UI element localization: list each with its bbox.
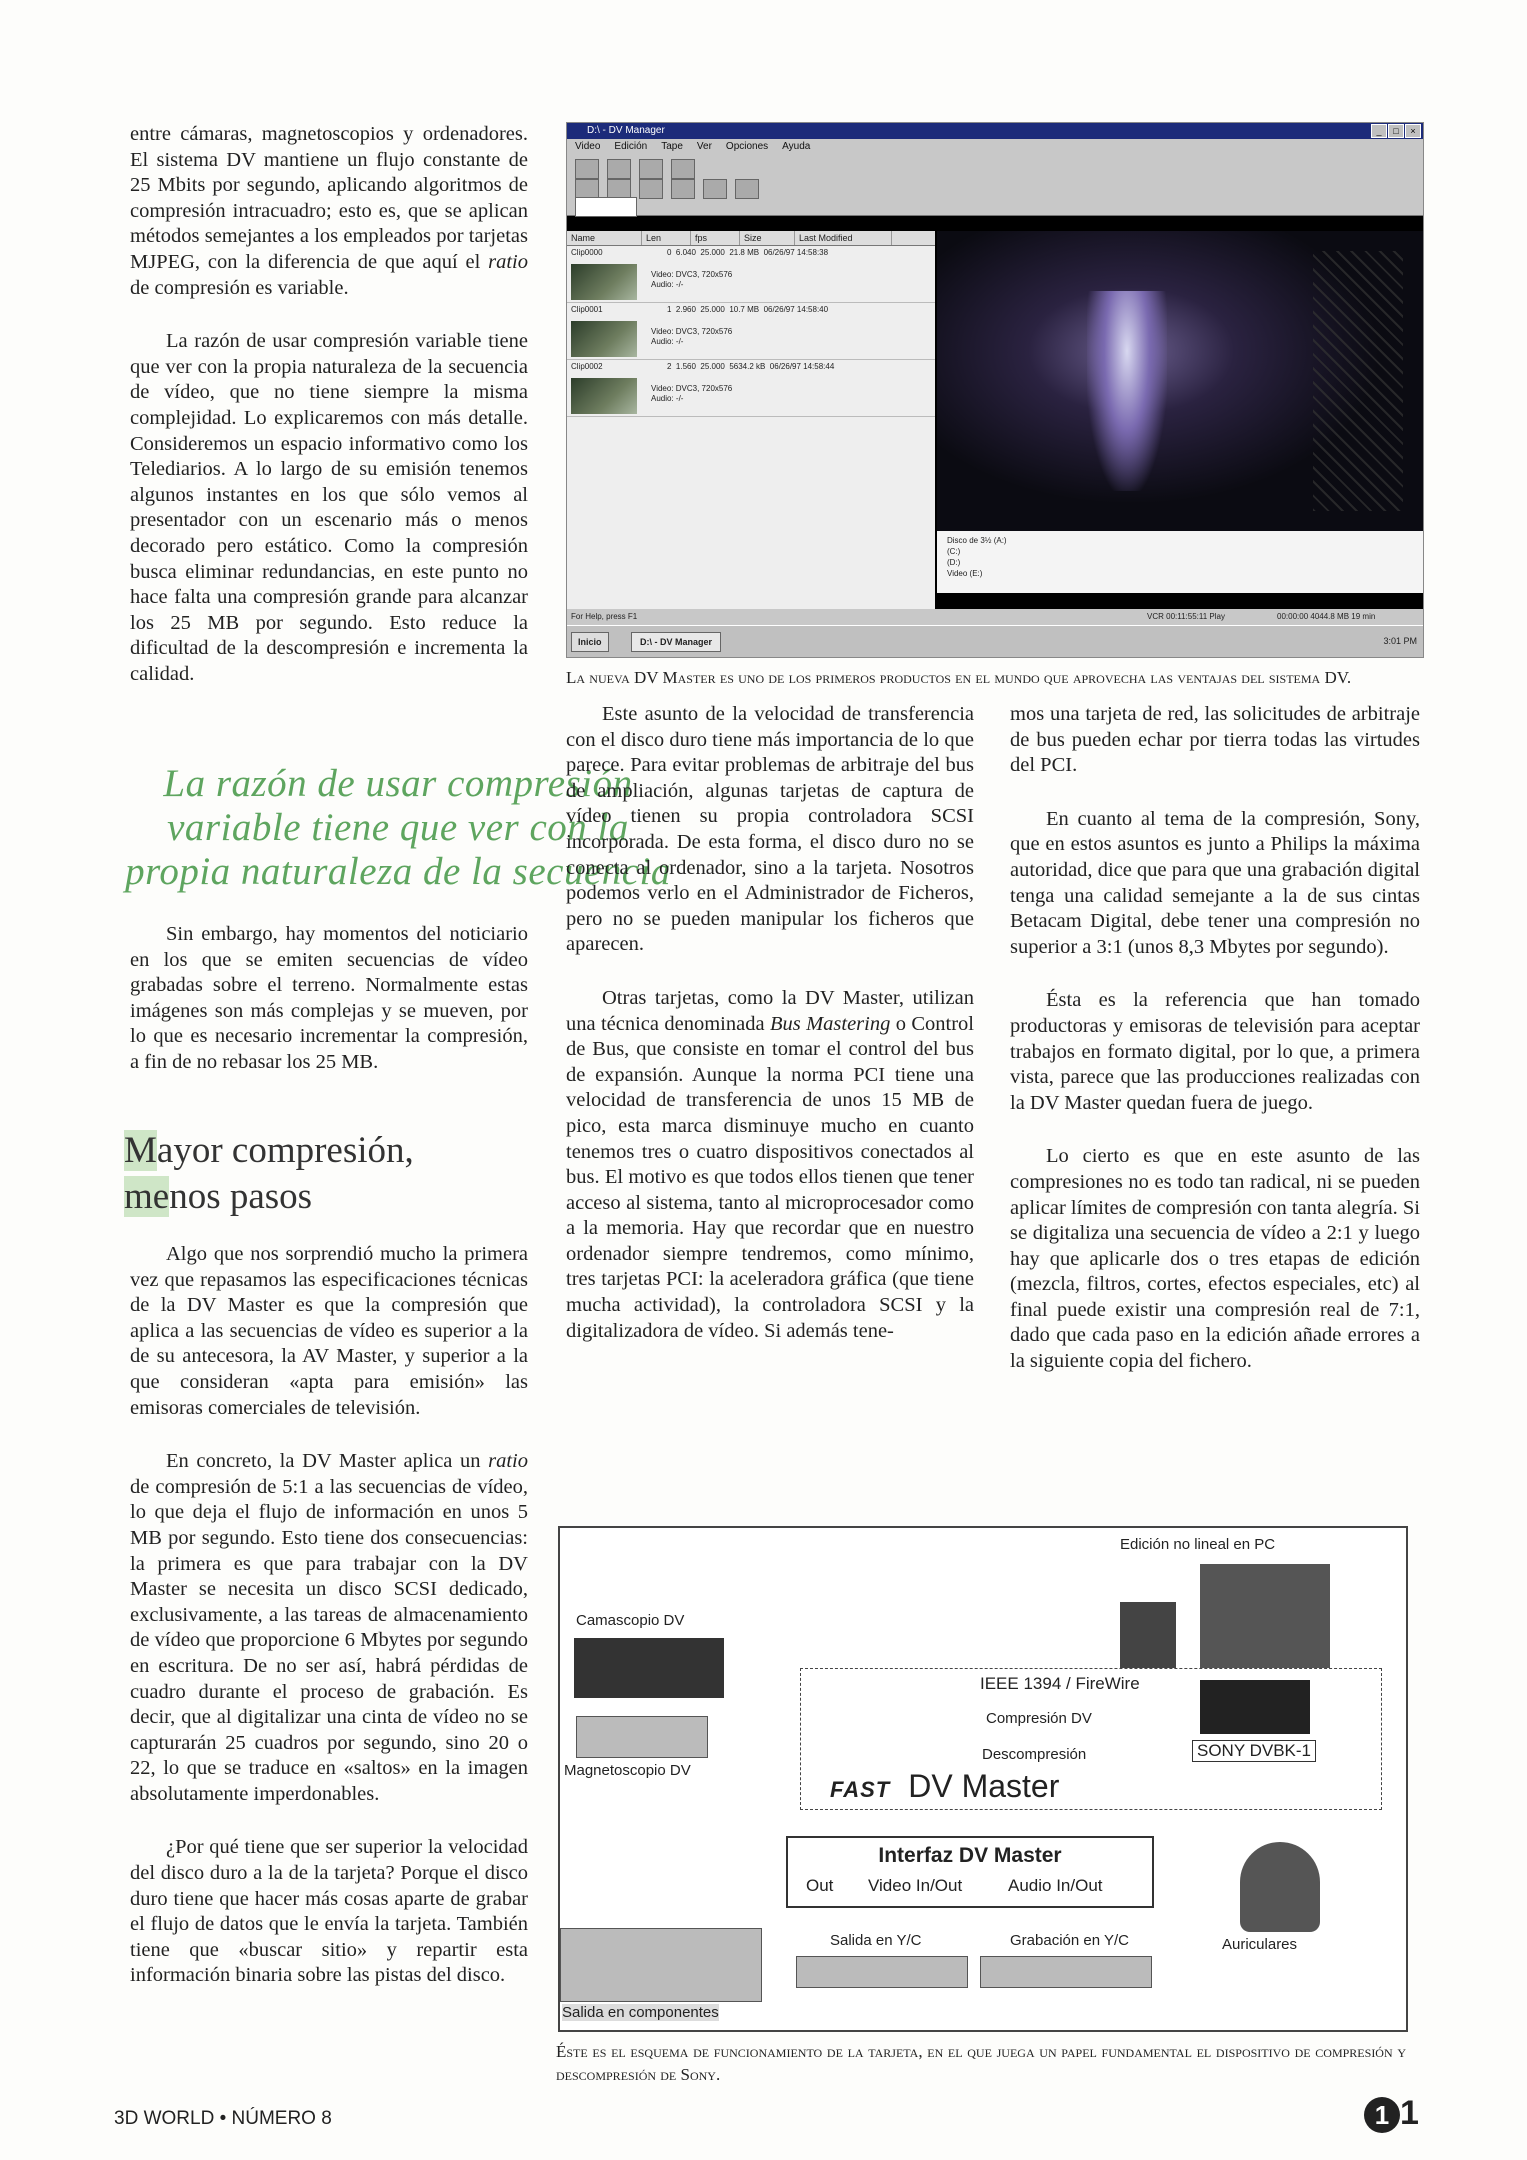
left-column-bottom — [130, 1242, 528, 1989]
fast-forward-icon — [735, 179, 759, 199]
clip-list-header: Name Len fps Size Last Modified — [567, 231, 935, 246]
dv-master-diagram: Edición no lineal en PC Camascopio DV Magnetoscopio DV IEEE 1394 / FireWire Compresión DV Descompresión SONY DVBK-1 FAST DV Master Interfaz DV Master Out Video In/Out Audio In/Out Auriculares Salida en Y/C Grabación en Y/C Salida en componentes — [558, 1526, 1408, 2032]
record-icon — [575, 159, 599, 179]
paragraph-bus-mastering: Otras tarjetas, como la DV Master, utilizan una técnica denominada Bus Mastering o Control de Bus, que consiste en tomar el control del bus de expansión. Aunque la norma PCI tiene una velocidad de transferencia de unos 15 MB de pico, esta marca disminuye mucho en cuanto tenemos tres o cuatro dispositivos conectados al bus. El motivo es que todos ellos tienen que tener acceso al sistema, tanto al microprocesador como a la memoria. Hay que recordar que en nuestro ordenador siempre tendremos, como mínimo, tres tarjetas PCI: la aceleradora gráfica (que tiene mucha actividad), la controladora SCSI y la digitalizadora de vídeo. Si además tene- — [566, 986, 974, 1342]
clip-row: Clip0002 2 1.560 25.000 5634.2 kB 06/26/97 14:58:44 Video: DVC3, 720x576 Audio: -/- — [567, 360, 935, 417]
component-device-icon — [560, 1928, 762, 2002]
taskbar — [567, 625, 1423, 658]
status-bar: For Help, press F1 VCR 00:11:55:11 Play 00:00:00 4044.8 MB 19 min — [567, 609, 1423, 625]
clip-thumbnail — [571, 378, 637, 414]
video-preview — [937, 231, 1423, 531]
clock: 3:01 PM — [1383, 636, 1417, 646]
paragraph-network: mos una tarjeta de red, las solicitudes de arbitraje de bus pueden echar por tierra todas las virtudes del PCI. — [1010, 703, 1420, 777]
paragraph-sony: En cuanto al tema de la compresión, Sony, que en estos asuntos es junto a Philips la máxima autoridad, dice que para que una grabación digital tenga una calidad semejante a la de sus cintas Betacam Digital, debe tener una compresión no superior a 3:1 (unos 8,3 Mbytes por segundo). — [1010, 807, 1420, 958]
timecode-field — [575, 197, 637, 217]
vcr-record-icon — [980, 1956, 1152, 1988]
camcorder-icon — [574, 1638, 724, 1698]
pull-quote: La razón de usar compresión variable tiene que ver con la propia naturaleza de la secuencia — [125, 762, 671, 893]
interface-box: Interfaz DV Master Out Video In/Out Audio In/Out — [786, 1836, 1154, 1908]
menu-bar: Video Edición Tape Ver Opciones Ayuda — [567, 139, 1423, 155]
paragraph-variable-compression: La razón de usar compresión variable tiene que ver con la propia naturaleza de la secuencia de vídeo, que no tiene siempre la misma complejidad. Lo explicaremos con más detalle. Consideremos un espacio informativo como los Telediarios. A lo largo de su emisión tenemos algunos instantes en los que sólo vemos al presentador con un escenario más o menos decorado pero estático. Como la compresión busca eliminar redundancias, en este punto no hace falta una compresión grande para alcanzar los 25 MB por segundo. Esto reduce la dificultad de la descompresión e incrementa la calidad. — [130, 330, 528, 685]
paragraph-ratio: En concreto, la DV Master aplica un ratio de compresión de 5:1 a las secuencias de vídeo, lo que deja el flujo de información en unos 5 MB por segundo. Esto tiene dos consecuencias: la primera es que para trabajar con la DV Master se necesita un disco SCSI dedicado, exclusivamente, a las tareas de almacenamiento de vídeo que proporcione 6 Mbytes por segundo en escritura. De no ser así, habrá pérdidas de cuadro durante el proceso de grabación. Es decir, que al digitalizar una cinta de vídeo no se capturarán 25 cuadros por segundo, sino 20 o 22, lo que se traduce en «saltos» en la imagen absolutamente imperdonables. — [130, 1450, 528, 1805]
tool-icon — [607, 159, 631, 179]
play-icon — [671, 179, 695, 199]
minimize-icon: _ — [1371, 124, 1387, 138]
section-heading: Mayor compresión, menos pasos — [124, 1130, 414, 1217]
paragraph-why-faster: ¿Por qué tiene que ser superior la velocidad del disco duro a la de la tarjeta? Porque el disco duro tiene que hacer más cosas aparte de grabar el flujo de datos que le envía la tarjeta. También tiene que «buscar sitio» y repartir esta información binaria sobre las pistas del disco. — [130, 1836, 528, 1987]
close-icon: × — [1405, 124, 1421, 138]
clip-thumbnail — [571, 321, 637, 357]
pause-icon — [703, 179, 727, 199]
clip-row: Clip0001 1 2.960 25.000 10.7 MB 06/26/97 14:58:40 Video: DVC3, 720x576 Audio: -/- — [567, 303, 935, 360]
clip-thumbnail — [571, 264, 637, 300]
clip-row: Clip0000 0 6.040 25.000 21.8 MB 06/26/97 14:58:38 Video: DVC3, 720x576 Audio: -/- — [567, 246, 935, 303]
sony-chip — [1200, 1680, 1310, 1734]
vcr-out-icon — [796, 1956, 968, 1988]
page-number: 1 1 — [1364, 2094, 1419, 2133]
speaker-icon — [1120, 1602, 1176, 1676]
stop-icon — [639, 179, 663, 199]
paragraph-news-sequences: Sin embargo, hay momentos del noticiario en los que se emiten secuencias de vídeo grabadas sobre el terreno. Normalmente estas imágenes son más complejas y se mueven, por lo que es necesario incrementar la compresión, a fin de no rebasar los 25 MB. — [130, 923, 528, 1073]
toolbar — [567, 155, 1423, 216]
drive-tree: Disco de 3½ (A:) (C:) (D:) Video (E:) — [937, 531, 1423, 593]
dancer-figure — [1087, 291, 1167, 491]
taskbar-app-button: D:\ - DV Manager — [631, 632, 721, 652]
tool-icon — [671, 159, 695, 179]
rewind-icon — [607, 179, 631, 199]
paragraph-intro: entre cámaras, magnetoscopios y ordenadores. El sistema DV mantiene un flujo constante de 25 Mbits por segundo, aplicando algoritmos de compresión intracuadro; esto es, que se aplican métodos semejantes a los empleados por tarjetas MJPEG, con la diferencia de que aquí el ratio de compresión es variable. — [130, 123, 528, 299]
caption-top: La nueva DV Master es uno de los primeros productos en el mundo que aprovecha las ventajas del sistema DV. — [566, 668, 1352, 687]
start-button: Inicio — [571, 632, 609, 652]
window-controls — [1370, 124, 1421, 140]
caption-bottom: Éste es el esquema de funcionamiento de la tarjeta, en el que juega un papel fundamental el dispositivo de compresión y descompresión de Sony. — [556, 2042, 1406, 2084]
stage-truss — [1313, 251, 1403, 511]
pc-monitor — [1200, 1564, 1330, 1674]
window-titlebar: D:\ - DV Manager _ □ × — [567, 123, 1423, 139]
maximize-icon: □ — [1388, 124, 1404, 138]
paragraph-surprise: Algo que nos sorprendió mucho la primera vez que repasamos las especificaciones técnicas de la DV Master es que la compresión que aplica a las secuencias de vídeo es superior a la de su antecesora, la AV Master, y superior a la que consideran «apta para emisión» las emisoras comerciales de televisión. — [130, 1243, 528, 1419]
eject-icon — [575, 179, 599, 199]
right-column — [1010, 702, 1420, 1375]
paragraph-transfer: Este asunto de la velocidad de transferencia con el disco duro tiene más importancia de lo que parece. Para evitar problemas de arbitraje del bus de ampliación, algunas tarjetas de captura de vídeo tienen su propia controladora SCSI incorporada. De esta forma, el disco duro no se conecta al ordenador, sino a la tarjeta. Nosotros podemos verlo en el Administrador de Ficheros, pero no se pueden manipular los ficheros que aparecen. — [566, 703, 974, 956]
middle-column — [566, 702, 974, 1344]
left-column-top — [130, 122, 528, 687]
dv-manager-screenshot — [566, 122, 1424, 658]
tool-icon — [639, 159, 663, 179]
dv-master-logo: FAST DV Master — [830, 1768, 1060, 1804]
clip-list — [567, 231, 935, 609]
left-column-mid — [130, 922, 528, 1076]
paragraph-reference: Ésta es la referencia que han tomado productoras y emisoras de televisión para aceptar trabajos en formato digital, por lo que, a primera vista, parece que las producciones realizadas con la DV Master quedan fuera de juego. — [1010, 989, 1420, 1114]
footer-magazine: 3D WORLD • NÚMERO 8 — [114, 2108, 332, 2129]
paragraph-radical: Lo cierto es que en este asunto de las compresiones no es todo tan radical, ni se pueden aplicar límites de compresión con tanta alegría. Si se digitaliza una secuencia de vídeo a 2:1 y luego hay que aplicarle dos o tres etapas de edición (mezcla, filtros, cortes, efectos especiales, etc) al final puede existir una compresión real de 7:1, dado que cada paso en la edición añade errores a la siguiente copia del fichero. — [1010, 1145, 1420, 1373]
headphones-icon — [1240, 1842, 1320, 1932]
vcr-icon — [576, 1716, 708, 1758]
